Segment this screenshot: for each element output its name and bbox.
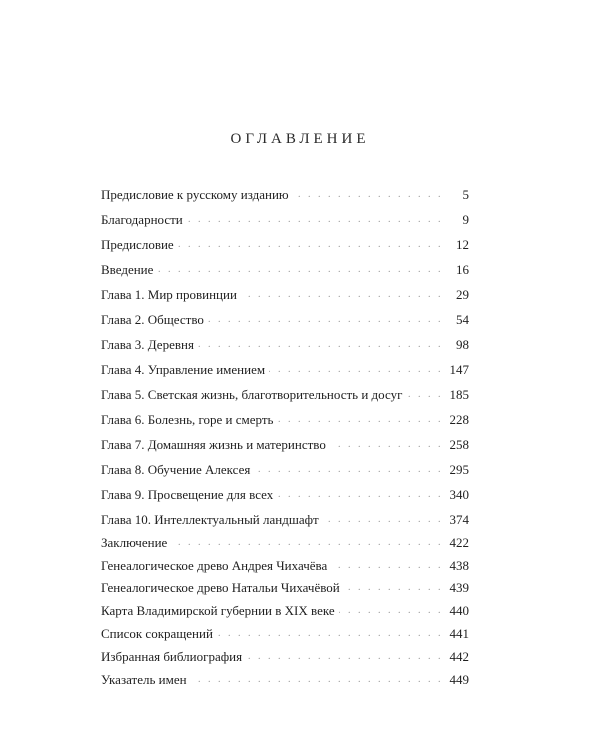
toc-entry — [101, 642, 469, 665]
entry-title: Глава 3. Деревня — [101, 337, 198, 353]
page-number: 422 — [443, 535, 469, 551]
entry-title: Глава 10. Интеллектуальный ландшафт — [101, 512, 323, 528]
page-number: 449 — [443, 672, 469, 688]
entry-title: Глава 1. Мир провинции — [101, 287, 241, 303]
page-number: 438 — [443, 558, 469, 574]
toc-entry — [101, 403, 469, 428]
page-number: 54 — [443, 312, 469, 328]
dot-leader — [157, 262, 443, 278]
entry-title: Список сокращений — [101, 626, 217, 642]
entry-title: Предисловие — [101, 237, 178, 253]
entry-title: Введение — [101, 262, 157, 278]
page-number: 9 — [443, 212, 469, 228]
dot-leader — [331, 558, 443, 574]
toc-entry — [101, 303, 469, 328]
dot-leader — [277, 412, 443, 428]
toc-entry — [101, 353, 469, 378]
toc-entry — [101, 253, 469, 278]
page-number: 29 — [443, 287, 469, 303]
dot-leader — [241, 287, 443, 303]
toc-entry — [101, 328, 469, 353]
toc-entry — [101, 596, 469, 619]
toc-entry — [101, 453, 469, 478]
toc-entry — [101, 428, 469, 453]
page-number: 340 — [443, 487, 469, 503]
toc-entry — [101, 574, 469, 597]
dot-leader — [323, 512, 443, 528]
entry-title: Предисловие к русскому изданию — [101, 187, 293, 203]
toc-entry — [101, 528, 469, 551]
page-number: 228 — [443, 412, 469, 428]
toc-entry — [101, 619, 469, 642]
page-number: 185 — [443, 387, 469, 403]
entry-title: Глава 9. Просвещение для всех — [101, 487, 277, 503]
toc-entry — [101, 178, 469, 203]
toc-entry — [101, 228, 469, 253]
dot-leader — [269, 362, 443, 378]
dot-leader — [178, 237, 443, 253]
toc-entry — [101, 378, 469, 403]
dot-leader — [217, 626, 443, 642]
page-number: 147 — [443, 362, 469, 378]
toc-entry — [101, 665, 469, 688]
entry-title: Указатель имен — [101, 672, 191, 688]
dot-leader — [191, 672, 443, 688]
page-number: 440 — [443, 603, 469, 619]
entry-title: Глава 6. Болезнь, горе и смерть — [101, 412, 277, 428]
page-number: 258 — [443, 437, 469, 453]
entry-title: Генеалогическое древо Андрея Чихачёва — [101, 558, 331, 574]
page-number: 442 — [443, 649, 469, 665]
dot-leader — [277, 487, 443, 503]
table-of-contents — [101, 178, 469, 688]
page-title: ОГЛАВЛЕНИЕ — [230, 131, 370, 147]
page-number: 16 — [443, 262, 469, 278]
entry-title: Благодарности — [101, 212, 187, 228]
dot-leader — [254, 462, 443, 478]
page-number: 441 — [443, 626, 469, 642]
entry-title: Глава 4. Управление имением — [101, 362, 269, 378]
entry-title: Глава 8. Обучение Алексея — [101, 462, 254, 478]
entry-title: Заключение — [101, 535, 171, 551]
dot-leader — [330, 437, 443, 453]
entry-title: Глава 7. Домашняя жизнь и материнство — [101, 437, 330, 453]
dot-leader — [171, 535, 443, 551]
toc-entry — [101, 203, 469, 228]
dot-leader — [406, 387, 443, 403]
entry-title: Генеалогическое древо Натальи Чихачёвой — [101, 580, 344, 596]
toc-entry — [101, 503, 469, 528]
toc-entry — [101, 551, 469, 574]
page-number: 5 — [443, 187, 469, 203]
page-number: 439 — [443, 580, 469, 596]
page-number: 98 — [443, 337, 469, 353]
dot-leader — [246, 649, 443, 665]
page-number: 374 — [443, 512, 469, 528]
entry-title: Карта Владимирской губернии в XIX веке — [101, 603, 339, 619]
page-number: 295 — [443, 462, 469, 478]
entry-title: Глава 2. Общество — [101, 312, 208, 328]
dot-leader — [208, 312, 443, 328]
entry-title: Глава 5. Светская жизнь, благотворительность и досуг — [101, 387, 406, 403]
toc-entry — [101, 478, 469, 503]
entry-title: Избранная библиография — [101, 649, 246, 665]
dot-leader — [187, 212, 443, 228]
dot-leader — [198, 337, 443, 353]
toc-entry — [101, 278, 469, 303]
dot-leader — [339, 603, 443, 619]
page-number: 12 — [443, 237, 469, 253]
dot-leader — [344, 580, 443, 596]
dot-leader — [293, 187, 443, 203]
